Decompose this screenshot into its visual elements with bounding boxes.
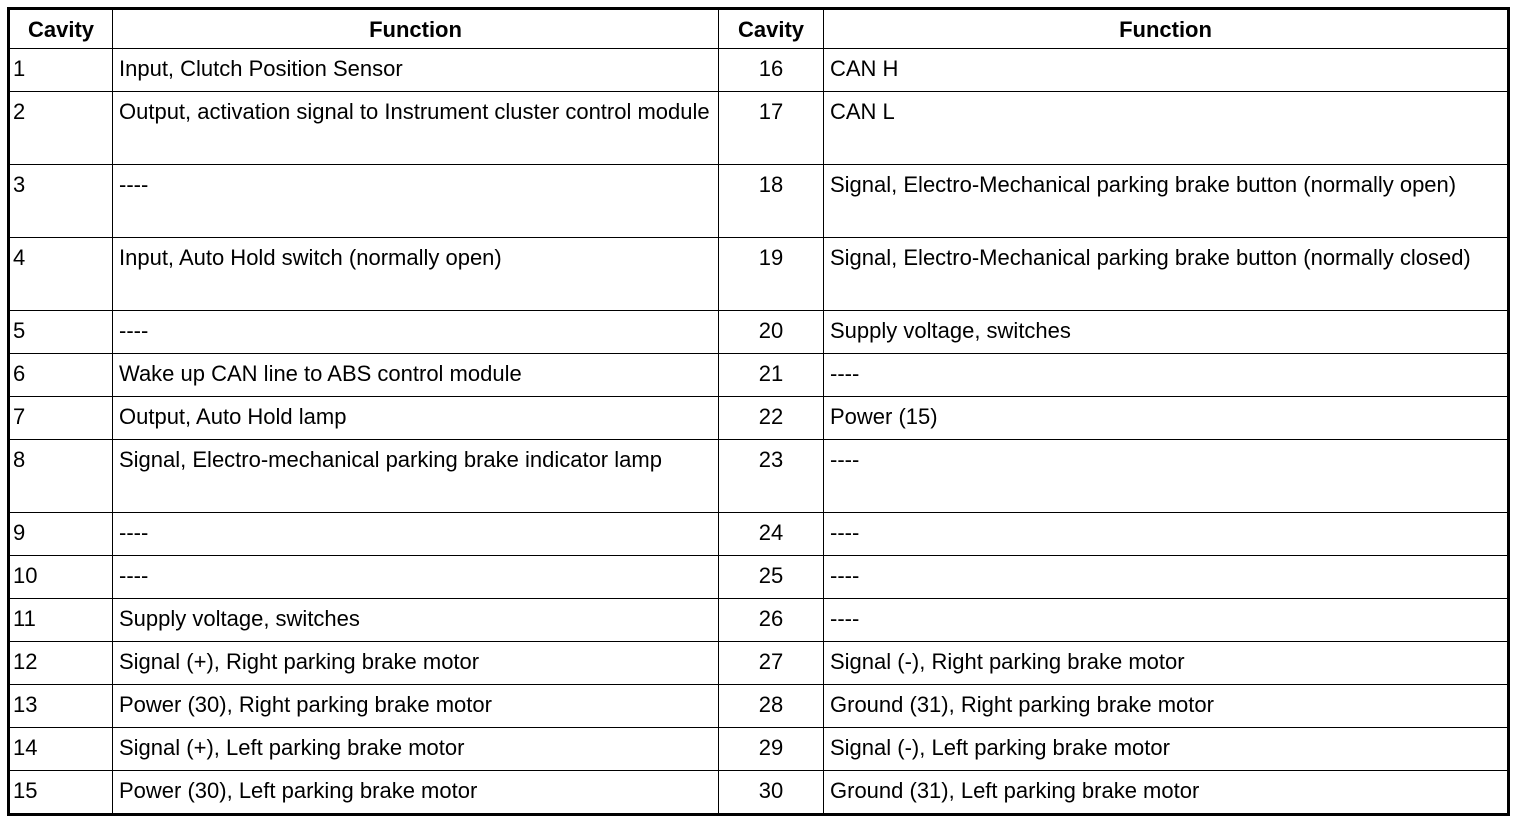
cavity-cell-right: 25 (719, 556, 824, 599)
header-cavity-right: Cavity (719, 9, 824, 49)
function-cell-right: Ground (31), Left parking brake motor (824, 771, 1509, 815)
function-cell-right: Supply voltage, switches (824, 311, 1509, 354)
cavity-cell-right: 19 (719, 238, 824, 311)
cavity-cell-left: 10 (9, 556, 113, 599)
cavity-cell-left: 14 (9, 728, 113, 771)
cavity-cell-right: 23 (719, 440, 824, 513)
function-cell-right: CAN H (824, 49, 1509, 92)
cavity-cell-right: 20 (719, 311, 824, 354)
table-row (9, 513, 1509, 556)
table-row (9, 238, 1509, 311)
function-cell-left: Power (30), Left parking brake motor (113, 771, 719, 815)
cavity-cell-left: 8 (9, 440, 113, 513)
function-cell-right: Signal, Electro-Mechanical parking brake button (normally open) (824, 165, 1509, 238)
table-row (9, 440, 1509, 513)
function-cell-right: ---- (824, 440, 1509, 513)
table-row (9, 397, 1509, 440)
function-cell-right: ---- (824, 513, 1509, 556)
function-cell-right: Signal, Electro-Mechanical parking brake button (normally closed) (824, 238, 1509, 311)
cavity-cell-left: 7 (9, 397, 113, 440)
function-cell-left: ---- (113, 165, 719, 238)
cavity-cell-left: 1 (9, 49, 113, 92)
function-cell-left: Signal, Electro-mechanical parking brake indicator lamp (113, 440, 719, 513)
cavity-cell-left: 5 (9, 311, 113, 354)
function-cell-left: Signal (+), Right parking brake motor (113, 642, 719, 685)
table-row (9, 599, 1509, 642)
function-cell-right: Ground (31), Right parking brake motor (824, 685, 1509, 728)
table-body (9, 49, 1509, 815)
cavity-cell-right: 29 (719, 728, 824, 771)
function-cell-right: Power (15) (824, 397, 1509, 440)
function-cell-right: Signal (-), Left parking brake motor (824, 728, 1509, 771)
cavity-cell-left: 13 (9, 685, 113, 728)
cavity-cell-left: 6 (9, 354, 113, 397)
table-row (9, 311, 1509, 354)
cavity-cell-left: 3 (9, 165, 113, 238)
function-cell-left: Wake up CAN line to ABS control module (113, 354, 719, 397)
function-cell-left: ---- (113, 513, 719, 556)
header-function-right: Function (824, 9, 1509, 49)
header-function-left: Function (113, 9, 719, 49)
function-cell-left: Power (30), Right parking brake motor (113, 685, 719, 728)
cavity-cell-left: 2 (9, 92, 113, 165)
cavity-cell-right: 27 (719, 642, 824, 685)
cavity-cell-right: 28 (719, 685, 824, 728)
table-row (9, 556, 1509, 599)
table-row (9, 771, 1509, 815)
table-row (9, 354, 1509, 397)
cavity-cell-right: 18 (719, 165, 824, 238)
cavity-cell-right: 16 (719, 49, 824, 92)
cavity-cell-right: 17 (719, 92, 824, 165)
cavity-cell-left: 4 (9, 238, 113, 311)
function-cell-left: Output, Auto Hold lamp (113, 397, 719, 440)
cavity-cell-left: 9 (9, 513, 113, 556)
table-row (9, 165, 1509, 238)
table-row (9, 685, 1509, 728)
function-cell-left: Output, activation signal to Instrument cluster control module (113, 92, 719, 165)
table-row (9, 92, 1509, 165)
function-cell-left: Input, Auto Hold switch (normally open) (113, 238, 719, 311)
cavity-cell-right: 22 (719, 397, 824, 440)
function-cell-left: Input, Clutch Position Sensor (113, 49, 719, 92)
cavity-cell-left: 11 (9, 599, 113, 642)
function-cell-right: ---- (824, 599, 1509, 642)
function-cell-left: ---- (113, 311, 719, 354)
function-cell-left: ---- (113, 556, 719, 599)
function-cell-right: CAN L (824, 92, 1509, 165)
cavity-function-table (7, 7, 1510, 816)
function-cell-left: Signal (+), Left parking brake motor (113, 728, 719, 771)
table-row (9, 642, 1509, 685)
header-cavity-left: Cavity (9, 9, 113, 49)
cavity-cell-right: 21 (719, 354, 824, 397)
cavity-cell-right: 30 (719, 771, 824, 815)
cavity-cell-left: 12 (9, 642, 113, 685)
cavity-cell-right: 24 (719, 513, 824, 556)
function-cell-right: Signal (-), Right parking brake motor (824, 642, 1509, 685)
table-row (9, 728, 1509, 771)
function-cell-right: ---- (824, 556, 1509, 599)
cavity-cell-right: 26 (719, 599, 824, 642)
function-cell-right: ---- (824, 354, 1509, 397)
cavity-cell-left: 15 (9, 771, 113, 815)
function-cell-left: Supply voltage, switches (113, 599, 719, 642)
table-header-row (9, 9, 1509, 49)
table-row (9, 49, 1509, 92)
